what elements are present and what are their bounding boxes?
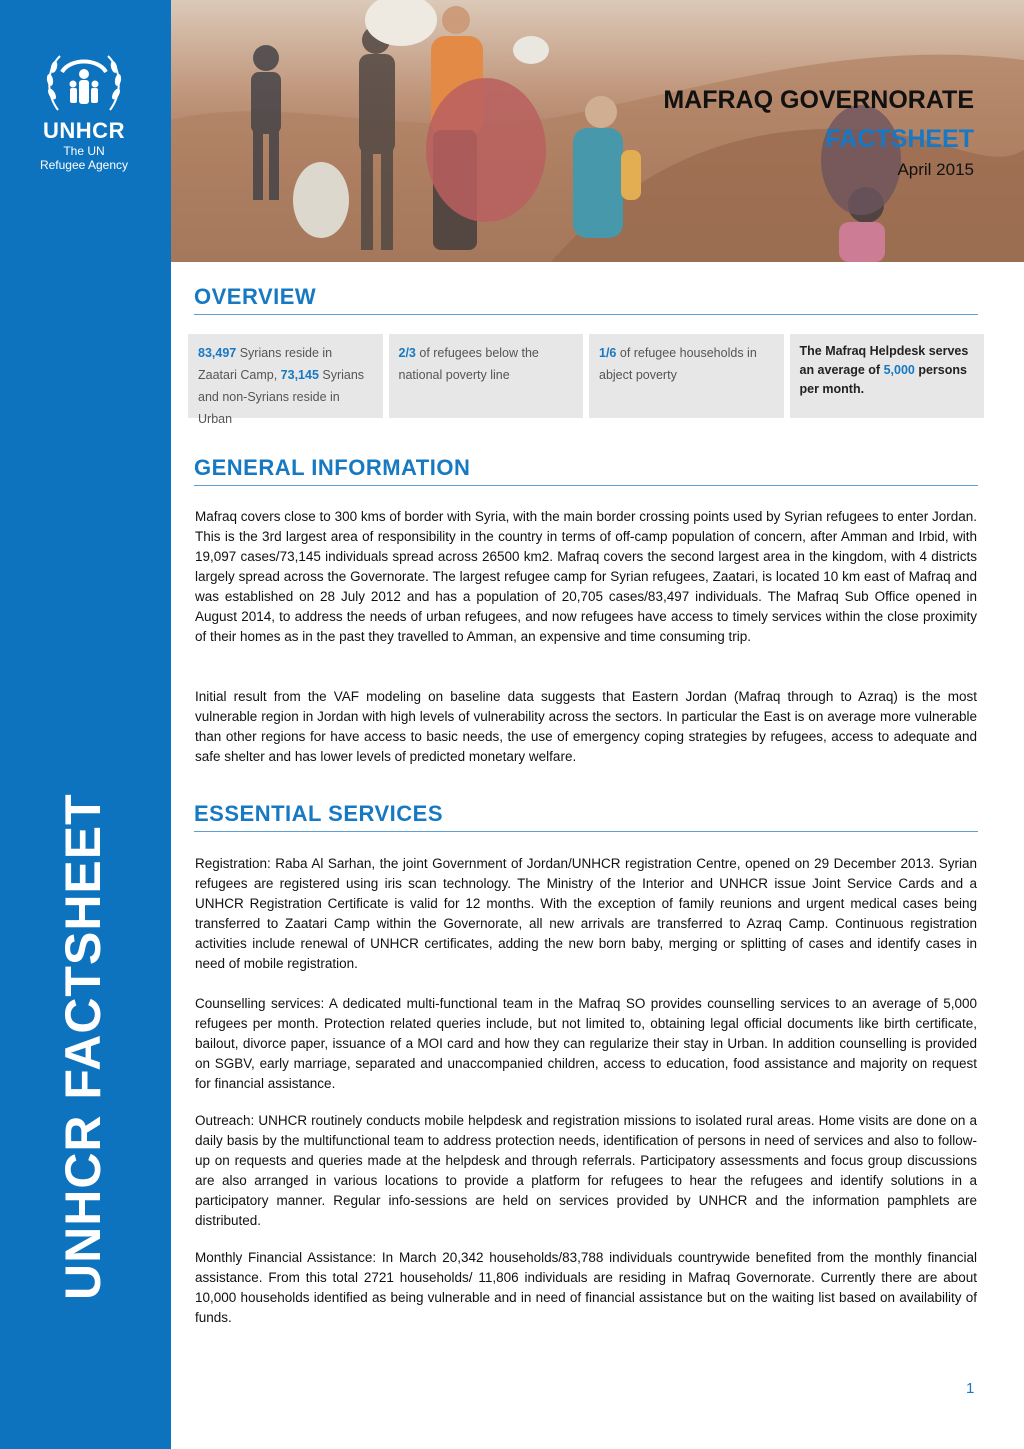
stat-text: of refugee households in abject poverty xyxy=(599,346,757,382)
page-subtitle: FACTSHEET xyxy=(825,125,974,153)
registration-paragraph: Registration: Raba Al Sarhan, the joint Government of Jordan/UNHCR registration Centre, opened on 29 December 2013. Syrian refugees are registered using iris scan technology. The Ministry of the Interior and UNHCR issue Joint Service Cards and a UNHCR Registration Certificate is valid for 12 months. With the exception of family reunions and urgent medical cases being transferred to Zaatari Camp within the Governorate, all new arrivals are transferred to Azraq Camp. Continuous registration activities include renewal of UNHCR certificates, adding the new born baby, merging or splitting of cases and identify cases in need of mobile registration. xyxy=(195,856,977,971)
general-information-paragraph: Initial result from the VAF modeling on baseline data suggests that Eastern Jordan (Mafraq through to Azraq) is the most vulnerable region in Jordan with high levels of vulnerability across the sectors. In particular the East is on average more vulnerable than other regions for have access to basic needs, the use of emergency coping strategies by refugees, access to adequate and safe shelter and has lower levels of predicted monetary welfare. xyxy=(195,689,977,764)
overview-heading: OVERVIEW xyxy=(194,284,978,315)
stat-card-population xyxy=(188,334,383,426)
unhcr-logo xyxy=(28,50,140,172)
page-title: MAFRAQ GOVERNORATE xyxy=(663,86,974,114)
page-number: 1 xyxy=(966,1380,975,1397)
stat-text: Syrians reside in Zaatari Camp, xyxy=(198,346,333,382)
outreach-paragraph: Outreach: UNHCR routinely conducts mobile helpdesk and registration missions to isolated rural areas. Home visits are done on a daily basis by the multifunctional team to address protection needs, identification of persons in need of services and also to follow-up on requests and queries made at the helpdesk and through referrals. Participatory assessments and focus group discussions are also arranged in various locations to provide a platform for refugees to hear the refugees and identify solutions in a participatory manner. Regular info-sessions are held on services provided by UNHCR and the information pamphlets are distributed. xyxy=(195,1113,977,1228)
essential-services-heading: ESSENTIAL SERVICES xyxy=(194,801,978,832)
stat-value: 2/3 xyxy=(398,346,416,360)
logo-tagline-line-2: Refugee Agency xyxy=(39,158,129,172)
stat-value: 83,497 xyxy=(198,346,237,360)
publication-date: April 2015 xyxy=(897,160,974,179)
counselling-paragraph: Counselling services: A dedicated multi-functional team in the Mafraq SO provides counselling services to an average of 5,000 refugees per month. Protection related queries include, but not limited to, obtaining legal official documents like birth certificate, bailout, divorce paper, issuance of a MOI card and how they can regularize their stay in Urban. In addition counselling is provided on SGBV, early marriage, separated and unaccompanied children, access to education, food assistance and majority on request for financial assistance. xyxy=(195,996,977,1091)
stat-card-helpdesk xyxy=(790,334,985,418)
general-information-heading: GENERAL INFORMATION xyxy=(194,455,978,486)
stat-card-abject-poverty xyxy=(589,334,784,418)
unhcr-emblem-icon xyxy=(44,50,124,116)
hero-photo xyxy=(171,0,1024,262)
logo-wordmark: UNHCR xyxy=(43,118,125,143)
overview-stat-cards xyxy=(188,334,984,426)
stat-text: The Mafraq Helpdesk serves an average of xyxy=(799,344,969,377)
vertical-title: UNHCR FACTSHEET xyxy=(55,793,111,1300)
stat-card-poverty-line xyxy=(389,334,584,418)
stat-text: persons per month. xyxy=(799,363,967,396)
stat-text: of refugees below the national poverty line xyxy=(398,346,539,382)
title-block xyxy=(663,86,974,180)
stat-text: Syrians and non-Syrians reside in Urban xyxy=(198,368,365,426)
financial-assistance-paragraph: Monthly Financial Assistance: In March 20,342 households/83,788 individuals countrywide benefited from the monthly financial assistance. From this total 2721 households/ 11,806 individuals are residing in Mafraq Governorate. Currently there are about 10,000 households identified as being vulnerable and in need of financial assistance but on the waiting list based on availability of funds. xyxy=(195,1250,977,1325)
stat-value: 1/6 xyxy=(599,346,617,360)
sidebar xyxy=(0,0,171,1449)
general-information-paragraph: Mafraq covers close to 300 kms of border with Syria, with the main border crossing points used by Syrian refugees to enter Jordan. This is the 3rd largest area of responsibility in the country in terms of off-camp population of concern, after Amman and Irbid, with 19,097 cases/73,145 individuals spread across 26500 km2. Mafraq covers the second largest area in the kingdom, with 4 districts largely spread across the Governorate. The largest refugee camp for Syrian refugees, Zaatari, is located 10 km east of Mafraq and was established on 28 July 2012 and has a population of 20,705 cases/83,497 individuals. The Mafraq Sub Office opened in August 2014, to address the needs of urban refugees, and now refugees have access to timely services within the close proximity of their homes as in the past they travelled to Amman, an expensive and time consuming trip. xyxy=(195,509,977,644)
stat-value: 73,145 xyxy=(280,368,319,382)
logo-tagline-line-1: The UN xyxy=(63,144,105,158)
stat-value: 5,000 xyxy=(883,363,915,377)
